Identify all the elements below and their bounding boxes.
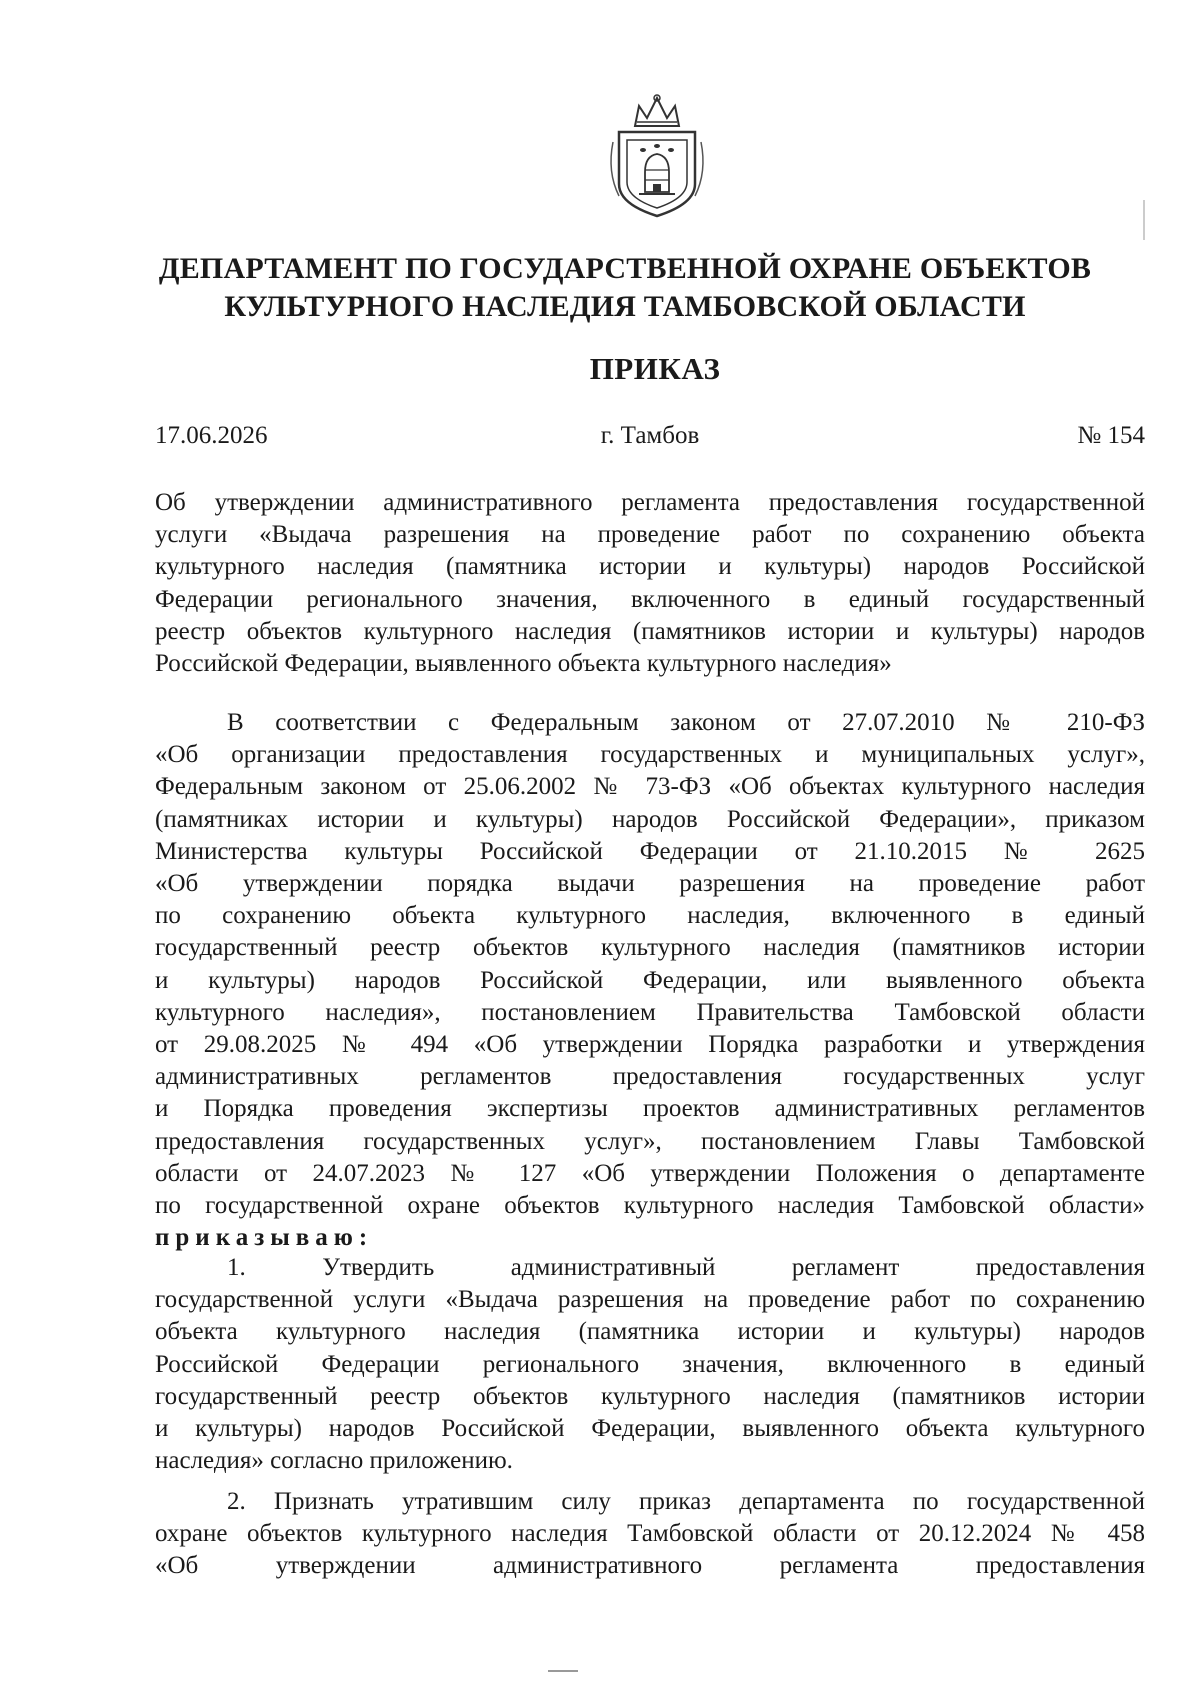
tambov-region-coat-of-arms-icon: [605, 92, 709, 220]
preamble-line: по сохранению объекта культурного наследия, включенного в единый: [155, 902, 1145, 930]
preamble-paragraph: [155, 707, 1145, 1254]
subject-line: Об утверждении административного регламента предоставления государственной: [155, 489, 1145, 516]
subject-line: культурного наследия (памятника истории и культуры) народов Российской: [155, 553, 1145, 581]
subject-line: реестр объектов культурного наследия (памятников истории и культуры) народов: [155, 617, 1145, 645]
document-number: № 154: [1077, 422, 1145, 449]
item-line: «Об утверждении административного регламента предоставления: [155, 1552, 1145, 1580]
order-item-1: [155, 1252, 1145, 1477]
order-item-2: [155, 1486, 1145, 1583]
item-line: и культуры) народов Российской Федерации, выявленного объекта культурного: [155, 1415, 1145, 1443]
preamble-line: и культуры) народов Российской Федерации, или выявленного объекта: [155, 966, 1145, 994]
preamble-line: Министерства культуры Российской Федерации от 21.10.2015 № 2625: [155, 837, 1145, 865]
item-line: государственный реестр объектов культурного наследия (памятников истории: [155, 1382, 1145, 1410]
preamble-line: области от 24.07.2023 № 127 «Об утверждении Положения о департаменте: [155, 1159, 1145, 1187]
preamble-line: Федеральным законом от 25.06.2002 № 73-ФЗ «Об объектах культурного наследия: [155, 773, 1145, 801]
item-line: 2. Признать утратившим силу приказ департамента по государственной: [227, 1488, 1145, 1515]
item-line: охране объектов культурного наследия Тамбовской области от 20.12.2024 № 458: [155, 1520, 1145, 1548]
scan-edge-mark: [1143, 200, 1145, 240]
preamble-line: предоставления государственных услуг», постановлением Главы Тамбовской: [155, 1127, 1145, 1155]
order-subject: [155, 487, 1145, 680]
department-title: [150, 250, 1100, 326]
document-meta-row: [155, 420, 1145, 452]
preamble-line: «Об организации предоставления государственных и муниципальных услуг»,: [155, 741, 1145, 769]
item-line: наследия» согласно приложению.: [155, 1447, 513, 1475]
page-footer-mark: [548, 1670, 578, 1672]
item-line: Российской Федерации регионального значения, включенного в единый: [155, 1350, 1145, 1378]
department-title-line-1: ДЕПАРТАМЕНТ ПО ГОСУДАРСТВЕННОЙ ОХРАНЕ ОБЪЕКТОВ: [158, 252, 1092, 285]
document-type-heading: ПРИКАЗ: [589, 351, 721, 386]
document-city: г. Тамбов: [600, 422, 700, 449]
preamble-line: В соответствии с Федеральным законом от 27.07.2010 № 210-ФЗ: [227, 709, 1145, 736]
preamble-line: (памятниках истории и культуры) народов Российской Федерации», приказом: [155, 805, 1145, 833]
subject-line: услуги «Выдача разрешения на проведение работ по сохранению объекта: [155, 521, 1145, 549]
preamble-line: по государственной охране объектов культурного наследия Тамбовской области»: [155, 1192, 1145, 1220]
document-date: 17.06.2026: [155, 422, 268, 449]
subject-line: Федерации регионального значения, включенного в единый государственный: [155, 585, 1145, 613]
preamble-line: культурного наследия», постановлением Правительства Тамбовской области: [155, 998, 1145, 1026]
preamble-line: и Порядка проведения экспертизы проектов административных регламентов: [155, 1095, 1145, 1123]
preamble-line: от 29.08.2025 № 494 «Об утверждении Порядка разработки и утверждения: [155, 1031, 1145, 1059]
department-title-line-2: КУЛЬТУРНОГО НАСЛЕДИЯ ТАМБОВСКОЙ ОБЛАСТИ: [224, 290, 1026, 323]
preamble-line: «Об утверждении порядка выдачи разрешения на проведение работ: [155, 870, 1145, 898]
decree-word: приказываю:: [155, 1224, 374, 1252]
subject-line: Российской Федерации, выявленного объекта культурного наследия»: [155, 650, 892, 678]
item-line: 1. Утвердить административный регламент предоставления: [227, 1254, 1145, 1281]
preamble-line: административных регламентов предоставления государственных услуг: [155, 1063, 1145, 1091]
item-line: государственной услуги «Выдача разрешения на проведение работ по сохранению: [155, 1286, 1145, 1314]
item-line: объекта культурного наследия (памятника истории и культуры) народов: [155, 1318, 1145, 1346]
preamble-line: государственный реестр объектов культурного наследия (памятников истории: [155, 934, 1145, 962]
